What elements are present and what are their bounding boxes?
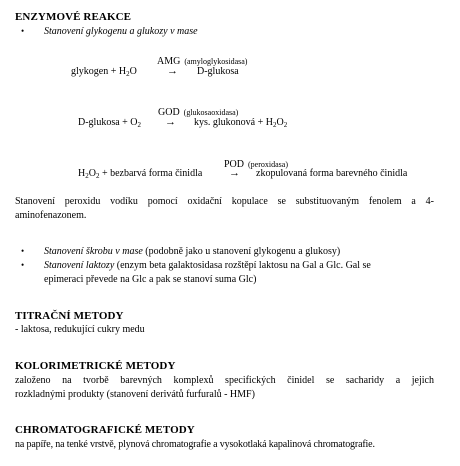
list-item-title: Stanovení škrobu v mase	[44, 246, 143, 257]
bullet-icon: •	[21, 26, 25, 36]
reaction-1-left	[71, 67, 137, 78]
list-item-skrob	[44, 247, 340, 257]
reaction-text: D-glukosa + O	[78, 117, 138, 128]
paragraph-peroxid	[15, 197, 434, 207]
section-heading-chromatograficke-metody: CHROMATOGRAFICKÉ METODY	[15, 424, 195, 436]
list-item-text: (enzym beta galaktosidasa rozštěpí laktosu na Gal a Glc. Gal se	[114, 260, 371, 271]
enzyme-abbrev: AMG	[157, 56, 181, 67]
enzyme-fullname: (glukosaoxidasa)	[183, 108, 239, 117]
subscript: 2	[126, 70, 130, 78]
section-heading-titracni-metody: TITRAČNÍ METODY	[15, 310, 124, 322]
enzyme-fullname: (peroxidasa)	[248, 160, 288, 169]
section-text-kolorimetricke	[15, 376, 434, 386]
list-item-laktoza	[44, 261, 371, 271]
bullet-icon: •	[21, 246, 25, 256]
heading-text: KOLORIMETRICKÉ METODY	[15, 360, 176, 372]
section-text-chromatograficke: na papíře, na tenké vrstvě, plynová chromatografie a vysokotlaká kapalinová chromatografie.	[15, 439, 375, 450]
list-item-glykogen: Stanovení glykogenu a glukozy v mase	[44, 26, 198, 37]
paragraph-line: aminofenazonem.	[15, 210, 87, 221]
reaction-text: + bezbarvá forma činidla	[99, 168, 203, 179]
section-text-titracni: - laktosa, redukující cukry medu	[15, 324, 145, 335]
reaction-1-right: D-glukosa	[197, 66, 239, 77]
enzyme-abbrev: POD	[224, 159, 245, 170]
list-item-title: Stanovení laktozy	[44, 260, 115, 271]
reaction-text: kys. glukonová + H	[194, 117, 273, 128]
paragraph-line: Stanovení peroxidu vodíku pomocí oxidační kopulace se substituovaným fenolem a 4-	[15, 196, 434, 207]
arrow-right-icon: →	[165, 116, 176, 128]
subscript: 2	[272, 121, 277, 129]
reaction-text: O	[129, 66, 137, 77]
arrow-right-icon: →	[229, 167, 240, 179]
list-item-text: (podobně jako u stanovení glykogenu a glukosy)	[142, 246, 341, 257]
subscript: 2	[283, 121, 288, 129]
reaction-text: H	[78, 168, 86, 179]
reaction-3-right: zkopulovaná forma barevného činidla	[256, 168, 408, 179]
reaction-text: O	[276, 117, 284, 128]
reaction-text: glykogen + H	[71, 66, 127, 77]
section-heading-enzymove-reakce: ENZYMOVÉ REAKCE	[15, 11, 132, 23]
bullet-icon: •	[21, 260, 25, 270]
list-item-continuation: epimeraci převede na Glc a pak se stanoví suma Glc)	[44, 274, 257, 285]
reaction-3-left	[78, 169, 202, 180]
reaction-2-left	[78, 118, 141, 129]
enzyme-abbrev: GOD	[158, 107, 180, 118]
subscript: 2	[95, 172, 100, 180]
arrow-right-icon: →	[167, 65, 178, 77]
reaction-text: O	[88, 168, 96, 179]
section-heading-kolorimetricke-metody	[15, 360, 176, 372]
enzyme-fullname: (amyloglykosidasa)	[184, 57, 248, 66]
reaction-2-right	[194, 118, 287, 129]
paragraph-line: rozkladnými produkty (stanovení derivátů furfuralů - HMF)	[15, 389, 255, 400]
subscript: 2	[137, 121, 142, 129]
paragraph-line: založeno na tvorbě barevných komplexů specifických činidel se sacharidy a jejich	[15, 375, 434, 386]
subscript: 2	[85, 172, 89, 180]
